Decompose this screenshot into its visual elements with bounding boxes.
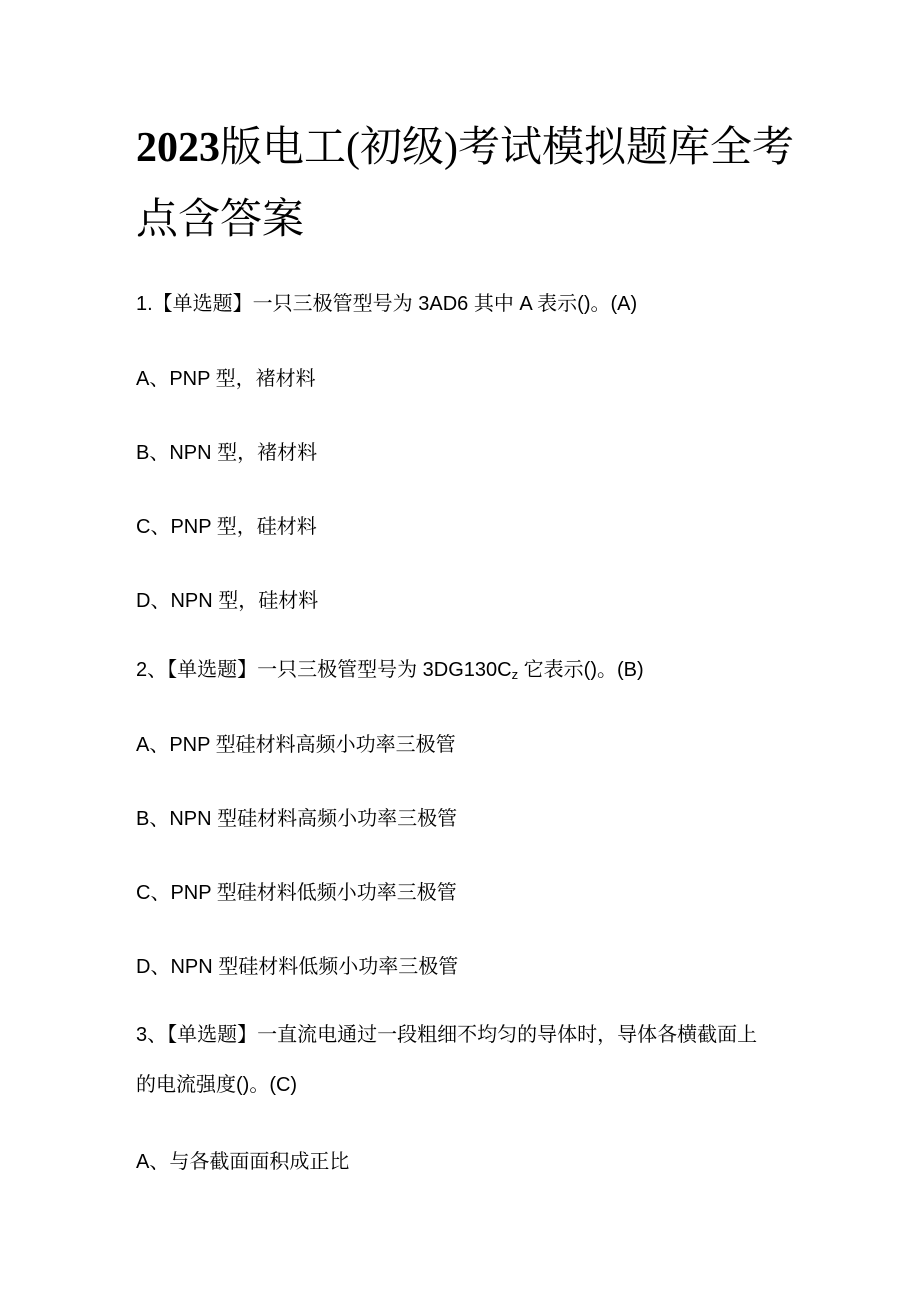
question-1-option-d: D、NPN 型，硅材料 xyxy=(136,590,319,612)
question-2-option-a: A、PNP 型硅材料高频小功率三极管 xyxy=(136,734,456,756)
question-1-option-a: A、PNP 型，褚材料 xyxy=(136,368,316,390)
document-title xyxy=(136,112,796,256)
question-1-stem: 1.【单选题】一只三极管型号为 3AD6 其中 A 表示()。(A) xyxy=(136,293,638,315)
question-2-stem-tail: 它表示()。(B) xyxy=(518,659,644,681)
question-3-stem: 3、【单选题】一直流电通过一段粗细不均匀的导体时，导体各横截面上的电流强度()。(C) xyxy=(136,1024,758,1096)
question-2-option-c: C、PNP 型硅材料低频小功率三极管 xyxy=(136,882,457,904)
title-text: 版电工(初级)考试模拟题库全考点含答案 xyxy=(136,125,794,243)
question-1-option-c: C、PNP 型，硅材料 xyxy=(136,516,317,538)
question-2-stem xyxy=(136,656,644,689)
question-3-option-a: A、与各截面面积成正比 xyxy=(136,1151,350,1173)
question-2-option-b: B、NPN 型硅材料高频小功率三极管 xyxy=(136,808,458,830)
question-1-option-b: B、NPN 型，褚材料 xyxy=(136,442,318,464)
title-year: 2023 xyxy=(136,125,220,171)
question-2-stem-subscript: z xyxy=(511,667,519,682)
question-2-stem-main: 2、【单选题】一只三极管型号为 3DG130C xyxy=(136,659,512,681)
question-2-option-d: D、NPN 型硅材料低频小功率三极管 xyxy=(136,956,459,978)
